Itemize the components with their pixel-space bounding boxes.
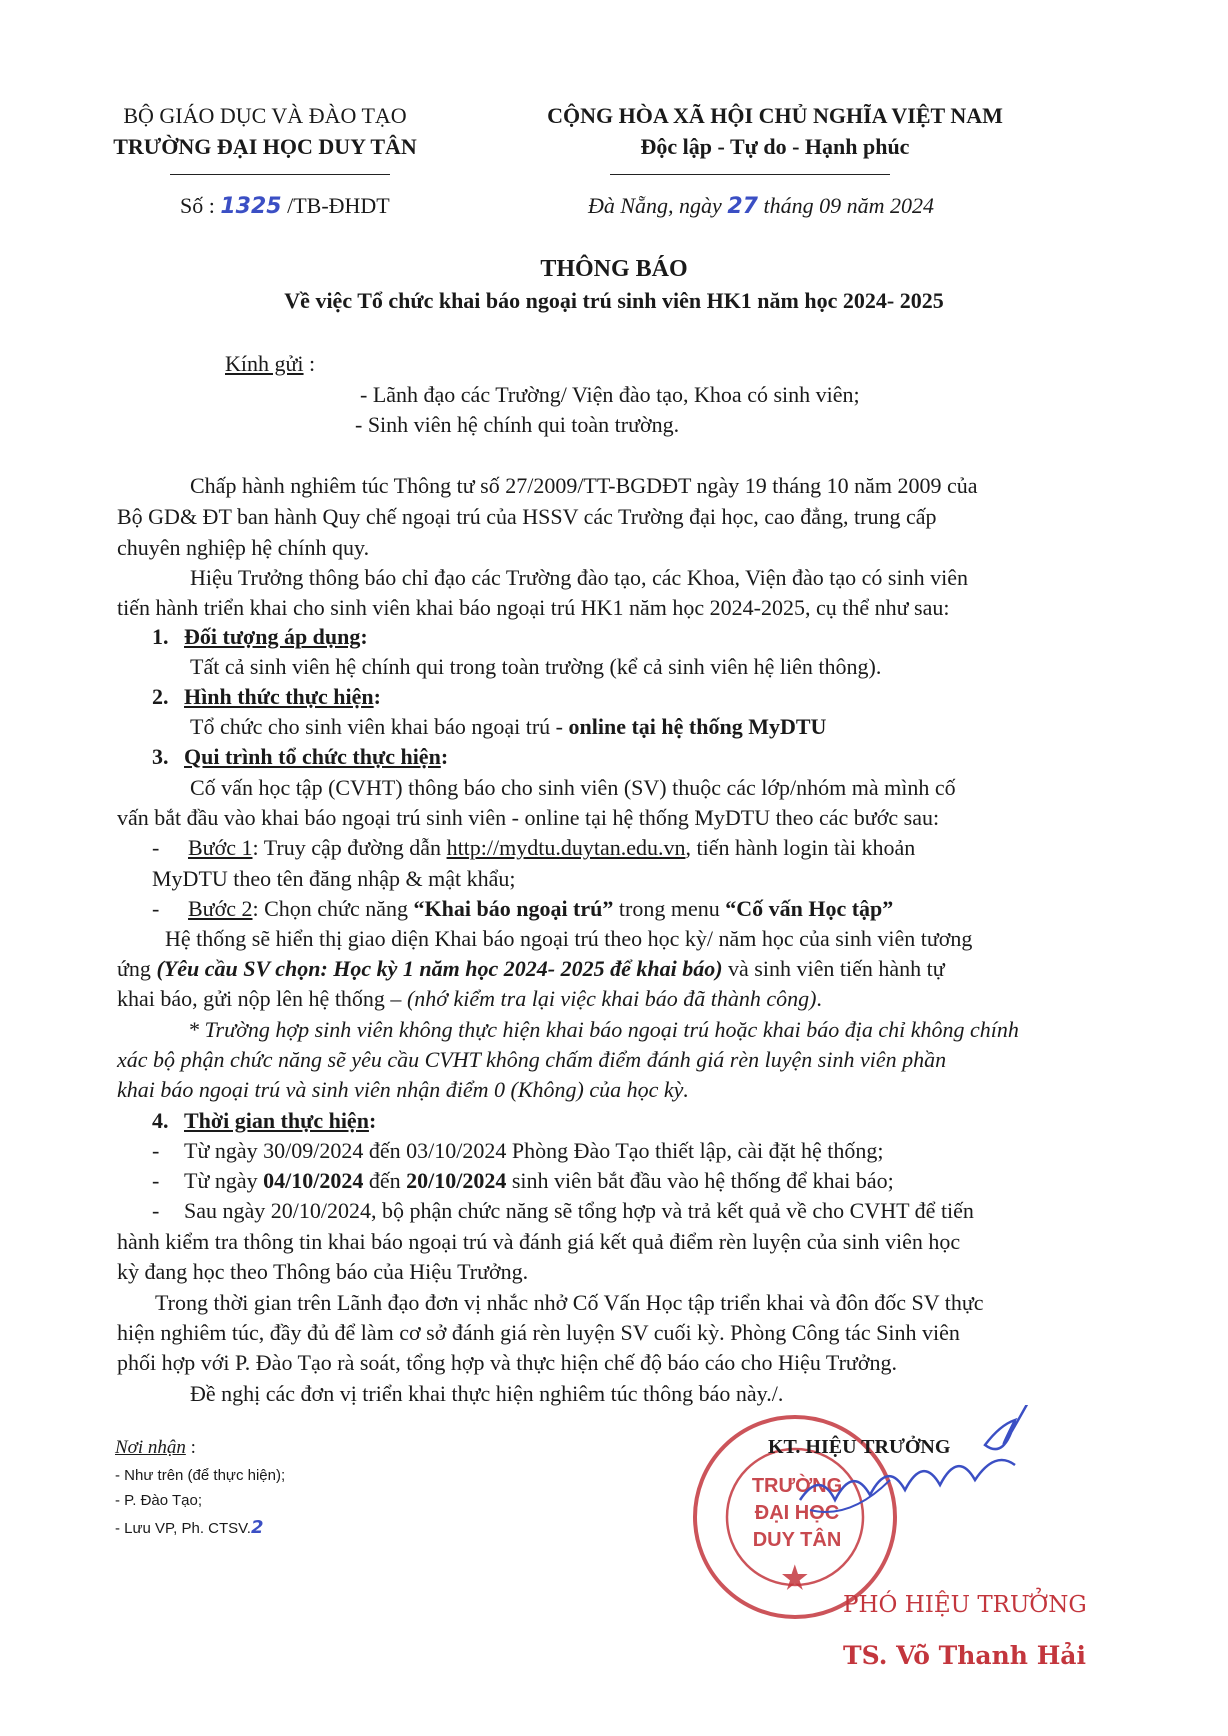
- recipient-item-1: - Lãnh đạo các Trường/ Viện đào tạo, Khoa có sinh viên;: [360, 382, 860, 407]
- recipients-heading: [225, 351, 315, 377]
- section-1-number: 1.: [152, 624, 169, 649]
- number-handwritten: 1325: [220, 194, 282, 219]
- timeline-start-date: 04/10/2024: [263, 1168, 364, 1193]
- timeline-item-1-text: Từ ngày 30/09/2024 đến 03/10/2024 Phòng Đào Tạo thiết lập, cài đặt hệ thống;: [184, 1138, 884, 1163]
- section-3-para-line2: [117, 956, 945, 982]
- section-2-text-bold: online tại hệ thống MyDTU: [568, 714, 827, 739]
- document-title: THÔNG BÁO: [540, 256, 688, 282]
- section-3-para-line3: [117, 986, 822, 1012]
- section-2-colon: :: [373, 684, 381, 709]
- section-1-colon: :: [360, 624, 368, 649]
- section-2-text: [190, 714, 826, 740]
- para1-line2: Bộ GD& ĐT ban hành Quy chế ngoại trú của HSSV các Trường đại học, cao đẳng, trung cấp: [117, 504, 937, 529]
- stamp-text: TRƯỜNG ĐẠI HỌC DUY TÂN: [751, 1475, 843, 1551]
- para3-line2: hiện nghiêm túc, đầy đủ để làm cơ sở đánh giá rèn luyện SV cuối kỳ. Phòng Công tác Sinh viên: [117, 1320, 960, 1345]
- section-4-title: Thời gian thực hiện: [184, 1108, 369, 1133]
- section-3-para-l2a: ứng: [117, 956, 157, 981]
- step-2-mid: trong menu: [613, 896, 726, 921]
- note-line2: xác bộ phận chức năng sẽ yêu cầu CVHT không chấm điểm đánh giá rèn luyện sinh viên phần: [117, 1047, 947, 1072]
- header-right-rule: [610, 174, 890, 175]
- timeline-item-2: - Từ ngày 04/10/2024 đến 20/10/2024 sinh viên bắt đầu vào hệ thống để khai báo;: [152, 1168, 894, 1193]
- place-date: [588, 193, 934, 219]
- step-1-dash: -: [152, 835, 160, 860]
- section-4-colon: :: [368, 1108, 377, 1133]
- section-2-number: 2.: [152, 684, 169, 709]
- country-name: CỘNG HÒA XÃ HỘI CHỦ NGHĨA VIỆT NAM: [547, 103, 1003, 128]
- footer-recipient-3-text: - Lưu VP, Ph. CTSV.: [115, 1520, 251, 1537]
- footer-recipient-3: [115, 1517, 263, 1538]
- timeline-item-3-line2: hành kiểm tra thông tin khai báo ngoại trú và đánh giá kết quả điểm rèn luyện của sinh viên học: [117, 1229, 961, 1254]
- footer-recipient-3-hand: 2: [250, 1517, 264, 1538]
- timeline-item-3: - Sau ngày 20/10/2024, bộ phận chức năng sẽ tổng hợp và trả kết quả về cho CVHT để tiến: [152, 1198, 974, 1223]
- section-4-heading: [152, 1108, 376, 1134]
- step-2: [152, 896, 893, 922]
- note-line1: * Trường hợp sinh viên không thực hiện khai báo ngoại trú hoặc khai báo địa chỉ không chính: [188, 1017, 1019, 1042]
- ministry-name: BỘ GIÁO DỤC VÀ ĐÀO TẠO: [123, 103, 407, 128]
- step-2-label: Bước 2: [188, 896, 253, 921]
- section-3-para-l3c: .: [816, 986, 822, 1011]
- para1-line1: Chấp hành nghiêm túc Thông tư số 27/2009/TT-BGDĐT ngày 19 tháng 10 năm 2009 của: [190, 473, 978, 498]
- section-3-number: 3.: [152, 744, 169, 769]
- step-1-line2: MyDTU theo tên đăng nhập & mật khẩu;: [152, 866, 516, 891]
- section-2-heading: [152, 684, 381, 710]
- section-3-para-l2b: (Yêu cầu SV chọn: Học kỳ 1 năm học 2024- 2025 để khai báo): [156, 956, 723, 981]
- para2-line1: Hiệu Trưởng thông báo chỉ đạo các Trường đào tạo, các Khoa, Viện đào tạo có sinh viên: [190, 565, 968, 590]
- step-2-menu: “Cố vấn Học tập”: [725, 896, 894, 921]
- para2-line2: tiến hành triển khai cho sinh viên khai báo ngoại trú HK1 năm học 2024-2025, cụ thể như sau:: [117, 595, 950, 620]
- section-3-para-l3b: (nhớ kiểm tra lại việc khai báo đã thành công): [406, 986, 817, 1011]
- signature-scribble: [780, 1405, 1060, 1525]
- step-1-label: Bước 1: [188, 835, 253, 860]
- place-date-part1: Đà Nẵng, ngày: [588, 193, 722, 218]
- para4: Đề nghị các đơn vị triển khai thực hiện nghiêm túc thông báo này./.: [190, 1381, 784, 1406]
- timeline-item-2e: sinh viên bắt đầu vào hệ thống để khai báo;: [506, 1168, 894, 1193]
- mydtu-link[interactable]: http://mydtu.duytan.edu.vn: [446, 835, 686, 860]
- note-line3: khai báo ngoại trú và sinh viên nhận điểm 0 (Không) của học kỳ.: [117, 1077, 689, 1102]
- document-subject: Về việc Tổ chức khai báo ngoại trú sinh viên HK1 năm học 2024- 2025: [284, 288, 944, 313]
- step-1: [152, 835, 915, 861]
- step-1-rest: , tiến hành login tài khoản: [685, 835, 916, 860]
- place-date-part2: tháng 09 năm 2024: [763, 193, 934, 218]
- timeline-end-date: 20/10/2024: [406, 1168, 507, 1193]
- section-4-number: 4.: [152, 1108, 169, 1133]
- signer-name: TS. Võ Thanh Hải: [843, 1641, 1087, 1670]
- timeline-item-3-line1: Sau ngày 20/10/2024, bộ phận chức năng sẽ tổng hợp và trả kết quả về cho CVHT để tiến: [184, 1198, 974, 1223]
- section-3-para-l3a: khai báo, gửi nộp lên hệ thống –: [117, 986, 407, 1011]
- section-3-title: Qui trình tổ chức thực hiện: [184, 744, 441, 769]
- para3-line1: Trong thời gian trên Lãnh đạo đơn vị nhắc nhở Cố Vấn Học tập triển khai và đôn đốc SV thực: [155, 1290, 984, 1315]
- day-handwritten: 27: [727, 194, 758, 219]
- section-3-para-l2c: và sinh viên tiến hành tự: [722, 956, 945, 981]
- document-number: [180, 193, 390, 219]
- number-suffix: /TB-ĐHDT: [287, 193, 390, 218]
- footer-recipients-colon: :: [185, 1437, 196, 1458]
- section-2-text-plain: Tổ chức cho sinh viên khai báo ngoại trú -: [190, 714, 569, 739]
- step-2-dash: -: [152, 896, 160, 921]
- recipients-colon: :: [303, 351, 316, 376]
- para1-line3: chuyên nghiệp hệ chính quy.: [117, 535, 370, 560]
- section-3-line1: Cố vấn học tập (CVHT) thông báo cho sinh viên (SV) thuộc các lớp/nhóm mà mình cố: [190, 775, 956, 800]
- timeline-item-2a: Từ ngày: [184, 1168, 264, 1193]
- header-left-rule: [170, 174, 390, 175]
- footer-recipients-heading: [115, 1437, 196, 1459]
- step-2-function: “Khai báo ngoại trú”: [413, 896, 614, 921]
- number-prefix: Số :: [180, 193, 215, 218]
- section-3-heading: [152, 744, 448, 770]
- footer-recipients-label: Nơi nhận: [115, 1437, 186, 1458]
- section-1-text: Tất cả sinh viên hệ chính qui trong toàn trường (kể cả sinh viên hệ liên thông).: [190, 654, 882, 679]
- university-name: TRƯỜNG ĐẠI HỌC DUY TÂN: [113, 134, 417, 159]
- para3-line3: phối hợp với P. Đào Tạo rà soát, tổng hợp và thực hiện chế độ báo cáo cho Hiệu Trưởng.: [117, 1350, 897, 1375]
- section-3-colon: :: [440, 744, 449, 769]
- timeline-item-1: - Từ ngày 30/09/2024 đến 03/10/2024 Phòng Đào Tạo thiết lập, cài đặt hệ thống;: [152, 1138, 884, 1163]
- recipients-label: Kính gửi: [225, 351, 304, 376]
- section-3-para-line1: Hệ thống sẽ hiển thị giao diện Khai báo ngoại trú theo học kỳ/ năm học của sinh viên tương: [165, 926, 973, 951]
- signer-position: PHÓ HIỆU TRƯỞNG: [843, 1592, 1087, 1618]
- recipient-item-2: - Sinh viên hệ chính qui toàn trường.: [355, 412, 680, 437]
- national-motto: Độc lập - Tự do - Hạnh phúc: [640, 134, 910, 159]
- step-2-text: : Chọn chức năng: [252, 896, 414, 921]
- section-2-title: Hình thức thực hiện: [184, 684, 374, 709]
- timeline-item-3-line3: kỳ đang học theo Thông báo của Hiệu Trưởng.: [117, 1259, 529, 1284]
- section-3-line2: vấn bắt đầu vào khai báo ngoại trú sinh viên - online tại hệ thống MyDTU theo các bước sau:: [117, 805, 940, 830]
- timeline-item-2c: đến: [363, 1168, 407, 1193]
- section-1-title: Đối tượng áp dụng: [184, 624, 361, 649]
- step-1-text: : Truy cập đường dẫn: [252, 835, 447, 860]
- footer-recipient-2: - P. Đào Tạo;: [115, 1492, 202, 1509]
- section-1-heading: [152, 624, 368, 650]
- signature-title: KT. HIỆU TRƯỞNG: [768, 1436, 951, 1458]
- footer-recipient-1: - Như trên (để thực hiện);: [115, 1467, 286, 1484]
